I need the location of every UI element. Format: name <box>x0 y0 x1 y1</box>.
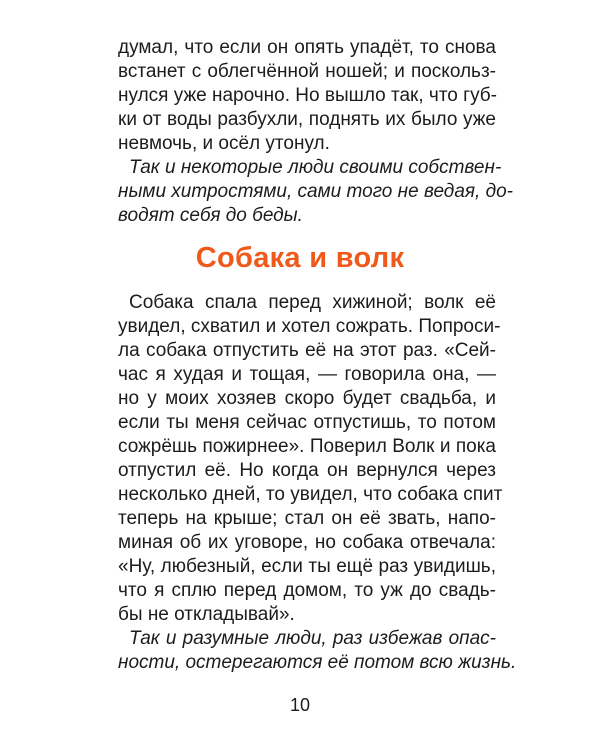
text-line: невмочь, и осёл утонул. <box>118 133 330 154</box>
moral-line: ными хитростями, сами того не ведая, до- <box>118 181 513 202</box>
moral-line: Так и разумные люди, раз избежав опас- <box>129 628 496 649</box>
page-number: 10 <box>289 695 311 715</box>
text-line: ла собака отпустить её на этот раз. «Сей- <box>118 340 496 361</box>
moral-line: Так и некоторые люди своими собствен- <box>129 157 502 178</box>
text-line: увидел, схватил и хотел сожрать. Попроси- <box>118 316 501 337</box>
text-line: что я сплю перед домом, то уж до свадь- <box>118 580 496 601</box>
text-line: «Ну, любезный, если ты ещё раз увидишь, <box>118 556 496 577</box>
text-line: встанет с облегчённой ношей; и поскольз- <box>118 61 496 82</box>
text-line: час я худая и тощая, — говорила она, — <box>118 364 496 385</box>
text-line: если ты меня сейчас отпустишь, то потом <box>118 412 496 433</box>
text-line: нулся уже нарочно. Но вышло так, что губ- <box>118 85 498 106</box>
text-line: бы не откладывай». <box>118 604 295 625</box>
fable-title: Собака и волк <box>195 242 405 274</box>
text-line: думал, что если он опять упадёт, то снова <box>118 37 496 58</box>
moral-line: водят себя до беды. <box>118 205 303 226</box>
text-line: Собака спала перед хижиной; волк её <box>129 292 496 313</box>
text-line: несколько дней, то увидел, что собака спит <box>118 484 503 505</box>
text-line: сожрёшь пожирнее». Поверил Волк и пока <box>118 436 496 457</box>
text-line: отпустил её. Но когда он вернулся через <box>118 460 496 481</box>
text-line: но у моих хозяев скоро будет свадьба, и <box>118 388 496 409</box>
text-line: ки от воды разбухли, поднять их было уже <box>118 109 496 130</box>
moral-line: ности, остерегаются её потом всю жизнь. <box>118 652 517 673</box>
text-line: теперь на крыше; стал он её звать, напо- <box>118 508 496 529</box>
text-line: миная об их уговоре, но собака отвечала: <box>118 532 496 553</box>
